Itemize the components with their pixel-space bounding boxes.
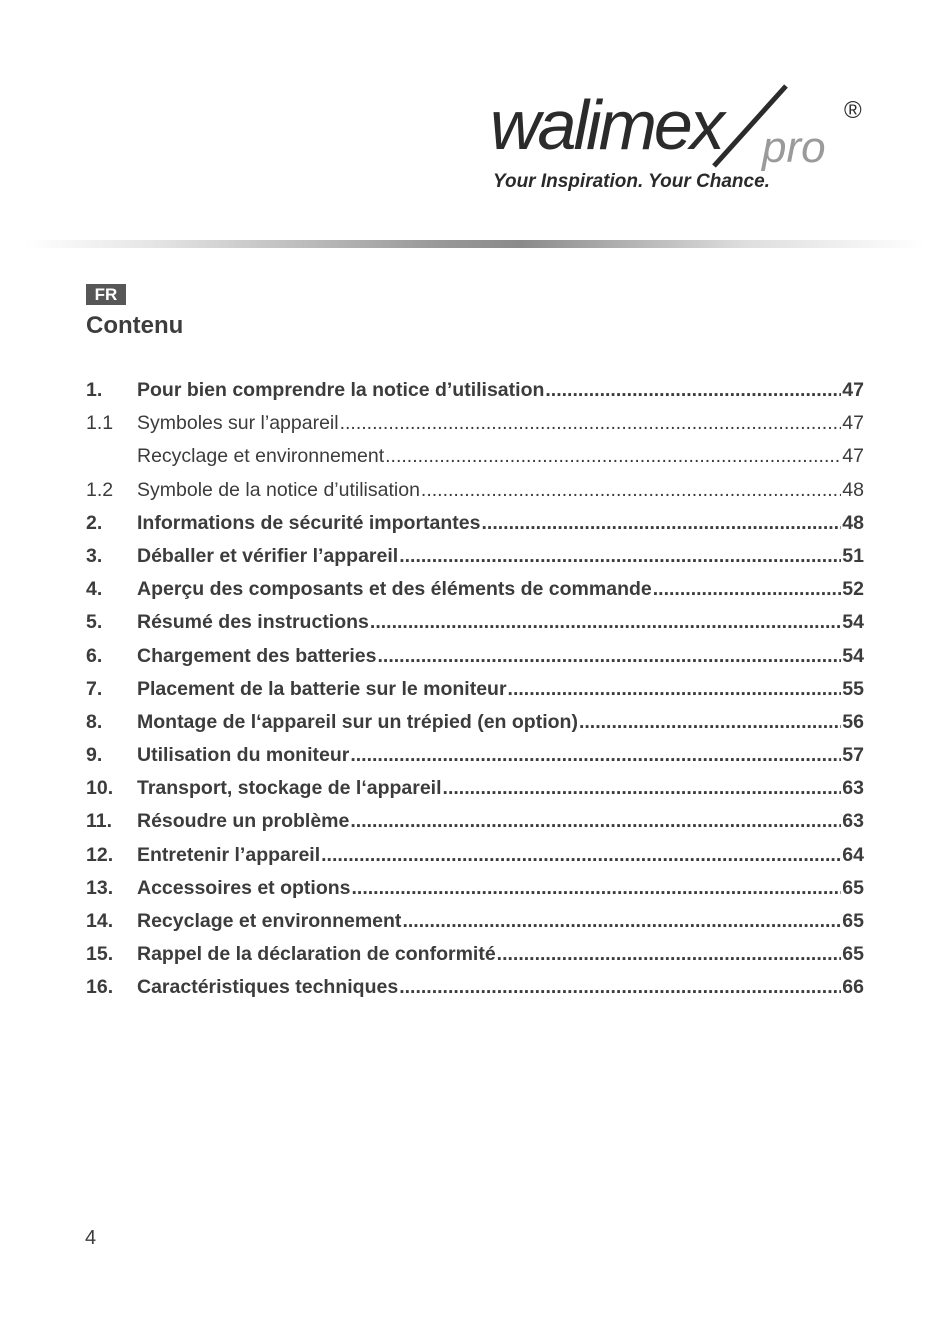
toc-entry-title: Résoudre un problème xyxy=(137,810,350,833)
toc-entry-title: Recyclage et environnement xyxy=(137,910,402,932)
toc-entry-number: 13. xyxy=(86,876,114,899)
toc-entry-page: 57 xyxy=(842,744,864,767)
toc-entry-title: Entretenir l’appareil xyxy=(137,843,321,866)
toc-entry-number: 15. xyxy=(86,943,114,966)
toc-entry-number: 9. xyxy=(86,744,103,767)
toc-entry[interactable] xyxy=(86,379,864,412)
toc-entry-title: Déballer et vérifier l’appareil xyxy=(137,544,399,567)
toc-entry-title: Symboles sur l’appareil xyxy=(137,412,339,435)
toc-dot-leader xyxy=(399,545,841,568)
toc-entry-number: 5. xyxy=(86,611,103,634)
toc-entry-number: 1.2 xyxy=(86,478,114,501)
toc-entry-title: Placement de la batterie sur le moniteur xyxy=(137,677,507,700)
toc-entry-page: 54 xyxy=(842,644,864,667)
language-badge: FR xyxy=(86,284,126,305)
toc-entry[interactable] xyxy=(86,445,864,478)
toc-entry[interactable] xyxy=(86,844,864,877)
toc-entry-number: 2. xyxy=(86,511,103,534)
toc-entry-title: Utilisation du moniteur xyxy=(137,744,350,767)
toc-entry[interactable] xyxy=(86,910,864,943)
toc-dot-leader xyxy=(653,578,842,601)
toc-entry-number: 6. xyxy=(86,644,103,667)
toc-entry-number: 1. xyxy=(86,379,103,401)
toc-entry-page: 48 xyxy=(842,478,864,501)
toc-entry-page: 52 xyxy=(842,578,864,601)
table-of-contents xyxy=(86,379,864,1010)
toc-entry[interactable] xyxy=(86,479,864,512)
toc-entry[interactable] xyxy=(86,711,864,744)
toc-dot-leader xyxy=(545,379,841,402)
page-number: 4 xyxy=(85,1227,97,1249)
toc-dot-leader xyxy=(497,943,842,966)
toc-entry-number: 3. xyxy=(86,544,103,567)
toc-entry-title: Chargement des batteries xyxy=(137,644,377,667)
toc-entry-page: 47 xyxy=(842,412,864,435)
toc-entry-title: Transport, stockage de l‘appareil xyxy=(137,777,442,800)
toc-entry-number: 14. xyxy=(86,910,114,932)
toc-entry[interactable] xyxy=(86,777,864,810)
toc-entry-number: 4. xyxy=(86,578,103,601)
toc-entry-title: Rappel de la déclaration de conformité xyxy=(137,943,496,966)
toc-dot-leader xyxy=(421,479,841,502)
svg-text:®: ® xyxy=(844,97,862,124)
toc-entry[interactable] xyxy=(86,512,864,545)
toc-entry-title: Caractéristiques techniques xyxy=(137,976,399,999)
toc-title: Contenu xyxy=(86,312,184,339)
toc-entry[interactable] xyxy=(86,545,864,578)
toc-entry-page: 51 xyxy=(842,544,864,567)
toc-entry[interactable] xyxy=(86,810,864,843)
toc-entry-page: 65 xyxy=(842,943,864,966)
brand-tagline: Your Inspiration. Your Chance. xyxy=(493,171,770,192)
toc-entry-title: Recyclage et environnement xyxy=(137,445,385,468)
svg-text:walimex: walimex xyxy=(490,86,722,164)
toc-dot-leader xyxy=(579,711,841,734)
toc-entry[interactable] xyxy=(86,744,864,777)
toc-entry-page: 64 xyxy=(842,843,864,866)
header-divider xyxy=(25,240,925,248)
toc-dot-leader xyxy=(350,810,841,833)
toc-entry-title: Aperçu des composants et des éléments de commande xyxy=(137,578,652,601)
toc-entry-page: 54 xyxy=(842,611,864,634)
toc-dot-leader xyxy=(340,412,842,435)
toc-entry-page: 55 xyxy=(842,677,864,700)
toc-entry-title: Accessoires et options xyxy=(137,876,351,899)
toc-entry-number: 1.1 xyxy=(86,412,114,435)
toc-entry[interactable] xyxy=(86,611,864,644)
toc-entry-title: Montage de l‘appareil sur un trépied (en option) xyxy=(137,710,578,733)
toc-dot-leader xyxy=(399,976,841,999)
toc-dot-leader xyxy=(352,877,842,900)
toc-entry-page: 66 xyxy=(842,976,864,999)
toc-entry-number: 8. xyxy=(86,710,103,733)
toc-entry[interactable] xyxy=(86,578,864,611)
toc-entry-number: 11. xyxy=(86,810,113,833)
toc-entry-page: 65 xyxy=(842,910,864,932)
toc-entry[interactable] xyxy=(86,877,864,910)
toc-entry[interactable] xyxy=(86,412,864,445)
toc-entry[interactable] xyxy=(86,976,864,1009)
toc-entry-page: 63 xyxy=(842,810,864,833)
toc-entry-number: 16. xyxy=(86,976,114,999)
toc-dot-leader xyxy=(443,777,842,800)
toc-entry-page: 56 xyxy=(842,710,864,733)
toc-entry-number: 12. xyxy=(86,843,114,866)
toc-entry-title: Résumé des instructions xyxy=(137,611,369,634)
toc-dot-leader xyxy=(482,512,842,535)
toc-dot-leader xyxy=(508,678,842,701)
toc-dot-leader xyxy=(321,844,841,867)
toc-entry-number: 10. xyxy=(86,777,114,800)
toc-entry[interactable] xyxy=(86,943,864,976)
toc-entry[interactable] xyxy=(86,645,864,678)
toc-dot-leader xyxy=(385,445,841,468)
toc-entry-number: 7. xyxy=(86,677,103,700)
toc-dot-leader xyxy=(378,645,842,668)
toc-entry-page: 65 xyxy=(842,876,864,899)
toc-entry-page: 48 xyxy=(842,511,864,534)
toc-entry-page: 47 xyxy=(842,379,864,401)
toc-entry-page: 63 xyxy=(842,777,864,800)
toc-entry-title: Informations de sécurité importantes xyxy=(137,511,481,534)
toc-entry-title: Pour bien comprendre la notice d’utilisation xyxy=(137,379,545,401)
svg-text:pro: pro xyxy=(762,123,826,172)
toc-dot-leader xyxy=(370,611,841,634)
toc-dot-leader xyxy=(402,910,841,933)
toc-entry-title: Symbole de la notice d’utilisation xyxy=(137,478,420,501)
toc-entry[interactable] xyxy=(86,678,864,711)
toc-dot-leader xyxy=(350,744,841,767)
toc-entry-page: 47 xyxy=(842,445,864,468)
